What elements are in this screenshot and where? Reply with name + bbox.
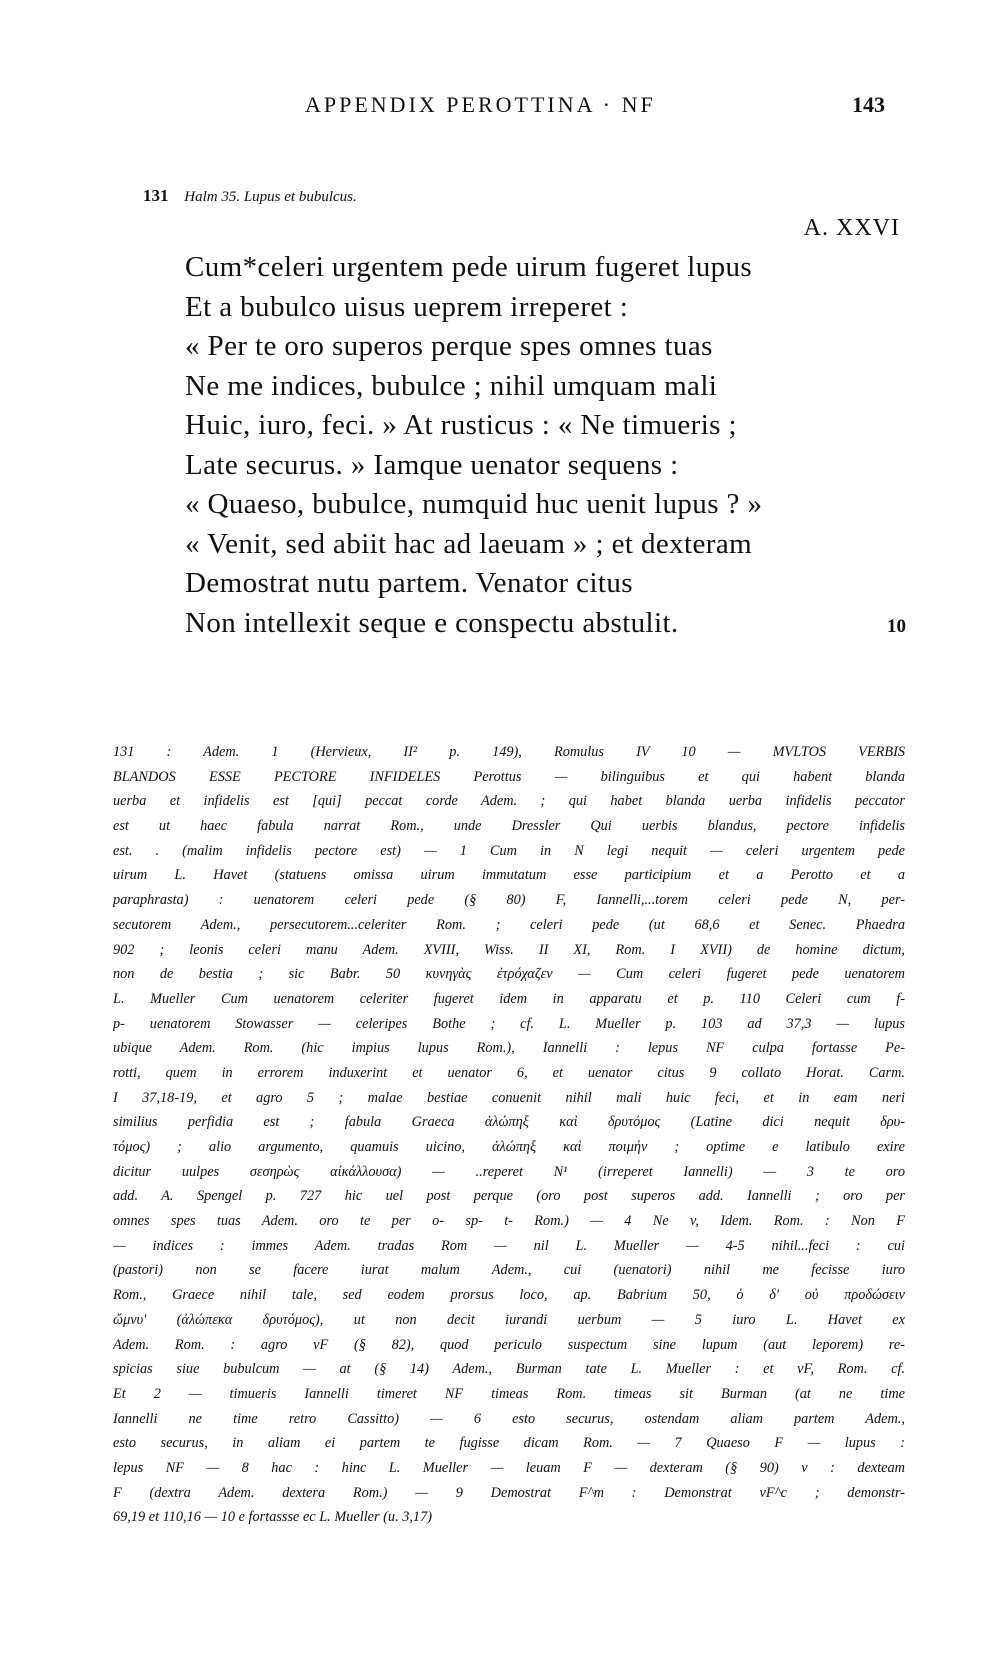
apparatus-line: ubique Adem. Rom. (hic impius lupus Rom.), Iannelli : lepus NF culpa fortasse Pe- xyxy=(113,1040,905,1057)
verse-line-number: 10 xyxy=(887,616,906,637)
apparatus-line: I 37,18-19, et agro 5 ; malae bestiae conuenit nihil mali huic feci, et in eam neri xyxy=(113,1089,905,1106)
apparatus-line: 69,19 et 110,16 — 10 e fortassse ec L. Mueller (u. 3,17) xyxy=(113,1509,432,1526)
verse-line: « Per te oro superos perque spes omnes tuas xyxy=(185,330,713,362)
fable-source-reference: Halm 35. Lupus et bubulcus. xyxy=(184,189,357,205)
verse-line: Cum*celeri urgentem pede uirum fugeret lupus xyxy=(185,251,753,283)
apparatus-line: Adem. Rom. : agro vF (§ 82), quod periculo suspectum sine lupum (aut leporem) re- xyxy=(113,1336,905,1353)
verse-line: Demostrat nutu partem. Venator citus xyxy=(185,567,633,599)
apparatus-line: F (dextra Adem. dextera Rom.) — 9 Demostrat F^m : Demonstrat vF^c ; demonstr- xyxy=(113,1484,905,1501)
apparatus-line: 131 : Adem. 1 (Hervieux, II² p. 149), Romulus IV 10 — MVLTOS VERBIS xyxy=(113,744,905,760)
running-title: APPENDIX PEROTTINA · NF xyxy=(305,92,656,117)
apparatus-line: (pastori) non se facere iurat malum Adem., cui (uenatori) nihil me fecisse iuro xyxy=(113,1262,905,1279)
aesop-reference: A. XXVI xyxy=(803,215,900,241)
apparatus-line: 902 ; leonis celeri manu Adem. XVIII, Wiss. II XI, Rom. I XVII) de homine dictum, xyxy=(113,941,905,958)
apparatus-line: p- uenatorem Stowasser — celeripes Bothe ; cf. L. Mueller p. 103 ad 37,3 — lupus xyxy=(113,1015,905,1032)
verse-line: « Venit, sed abiit hac ad laeuam » ; et dexteram xyxy=(185,527,753,560)
verse-line: « Quaeso, bubulce, numquid huc uenit lupus ? » xyxy=(185,488,763,520)
apparatus-line: Et 2 — timueris Iannelli timeret NF timeas Rom. timeas sit Burman (at ne time xyxy=(113,1385,905,1402)
apparatus-line: L. Mueller Cum uenatorem celeriter fugeret idem in apparatu et p. 110 Celeri cum f- xyxy=(113,990,905,1007)
apparatus-line: secutorem Adem., persecutorem...celeriter Rom. ; celeri pede (ut 68,6 et Senec. Phaedra xyxy=(113,916,905,933)
fable-number: 131 xyxy=(143,186,169,205)
verse-line: Huic, iuro, feci. » At rusticus : « Ne timueris ; xyxy=(185,409,737,441)
apparatus-line: add. A. Spengel p. 727 hic uel post perque (oro post superos add. Iannelli ; oro per xyxy=(113,1188,905,1205)
verse-line: Et a bubulco uisus ueprem irreperet : xyxy=(185,290,629,323)
poem-text xyxy=(185,248,905,643)
apparatus-line: lepus NF — 8 hac : hinc L. Mueller — leuam F — dexteram (§ 90) v : dexteam xyxy=(113,1459,905,1476)
apparatus-line: non de bestia ; sic Babr. 50 κυνηγὰς ἐτρόχαζεν — Cum celeri fugeret pede uenatorem xyxy=(113,966,905,983)
apparatus-line: esto securus, in aliam ei partem te fugisse dicam Rom. — 7 Quaeso F — lupus : xyxy=(113,1435,905,1452)
apparatus-line: ὤμνυ' (ἀλώπεκα δρυτόμος), ut non decit iurandi uerbum — 5 iuro L. Havet ex xyxy=(113,1311,905,1328)
verse-line: Ne me indices, bubulce ; nihil umquam mali xyxy=(185,369,718,402)
apparatus-line: Rom., Graece nihil tale, sed eodem prorsus loco, ap. Babrium 50, ὁ δ' οὐ προδώσειν xyxy=(113,1287,905,1304)
critical-apparatus xyxy=(113,740,905,1530)
apparatus-line: omnes spes tuas Adem. oro te per o- sp- t- Rom.) — 4 Ne v, Idem. Rom. : Non F xyxy=(113,1213,905,1230)
running-head xyxy=(0,92,1000,122)
apparatus-line: paraphrasta) : uenatorem celeri pede (§ 80) F, Iannelli,...torem celeri pede N, per- xyxy=(113,892,905,909)
apparatus-line: est. . (malim infidelis pectore est) — 1 Cum in N legi nequit — celeri urgentem pede xyxy=(113,842,905,859)
apparatus-line: Iannelli ne time retro Cassitto) — 6 esto securus, ostendam aliam partem Adem., xyxy=(113,1410,905,1427)
apparatus-line: rotti, quem in errorem induxerint et uenator 6, et uenator citus 9 collato Horat. Carm. xyxy=(113,1064,905,1081)
apparatus-line: spicias siue bubulcum — at (§ 14) Adem., Burman tate L. Mueller : et vF, Rom. cf. xyxy=(113,1361,905,1378)
apparatus-line: est ut haec fabula narrat Rom., unde Dressler Qui uerbis blandus, pectore infidelis xyxy=(113,818,905,835)
page-number: 143 xyxy=(852,92,885,117)
apparatus-line: dicitur uulpes σεσηρὼς αἰκάλλουσα) — ..reperet N¹ (irreperet Iannelli) — 3 te oro xyxy=(113,1163,905,1180)
apparatus-line: BLANDOS ESSE PECTORE INFIDELES Perottus — bilinguibus et qui habent blanda xyxy=(113,768,905,785)
fable-header xyxy=(143,186,357,206)
apparatus-line: τόμος) ; alio argumento, quamuis uicino, ἀλώπηξ καὶ ποιμήν ; optime e latibulo exire xyxy=(113,1139,905,1155)
verse-line: Non intellexit seque e conspectu abstulit. xyxy=(185,606,679,639)
apparatus-line: uirum L. Havet (statuens omissa uirum immutatum esse participium et a Perotto et a xyxy=(113,867,905,884)
verse-line: Late securus. » Iamque uenator sequens : xyxy=(185,448,679,481)
apparatus-line: — indices : immes Adem. tradas Rom — nil L. Mueller — 4-5 nihil...feci : cui xyxy=(113,1237,905,1254)
apparatus-line: uerba et infidelis est [qui] peccat corde Adem. ; qui habet blanda uerba infidelis peccator xyxy=(113,793,905,810)
apparatus-line: similius perfidia est ; fabula Graeca ἀλώπηξ καὶ δρυτόμος (Latine dici nequit δρυ- xyxy=(113,1114,905,1131)
